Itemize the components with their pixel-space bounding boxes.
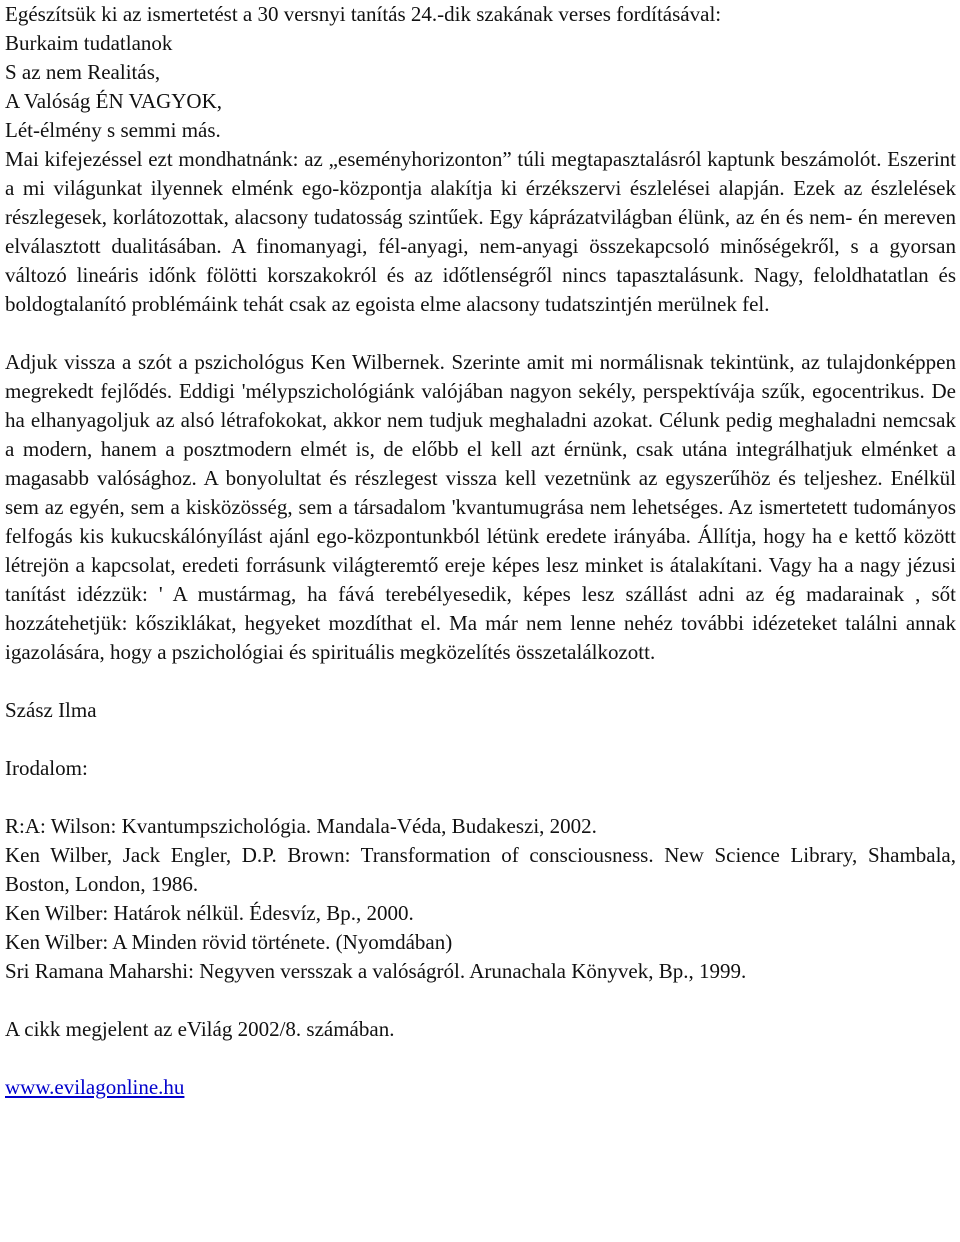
spacer (5, 986, 956, 1015)
spacer (5, 725, 956, 754)
reference-item: Ken Wilber, Jack Engler, D.P. Brown: Transformation of consciousness. New Science Library, Shambala, Boston, London, 1986. (5, 843, 956, 896)
spacer (5, 783, 956, 812)
spacer (5, 667, 956, 696)
poem (5, 29, 956, 145)
references-heading: Irodalom: (5, 756, 88, 780)
intro-line: Egészítsük ki az ismertetést a 30 versnyi tanítás 24.-dik szakának verses fordításával: (5, 2, 722, 26)
poem-line: S az nem Realitás, (5, 60, 161, 84)
paragraph-wilber: Adjuk vissza a szót a pszichológus Ken Wilbernek. Szerinte amit mi normálisnak tekintünk, az tulajdonképpen megrekedt fejlődés. Eddigi 'mélypszichológiánk valójában nagyon sekély, perspektívája szűk, egocentrikus. De ha elhanyagoljuk az alsó létrafokokat, akkor nem tudjuk meghaladni azokat. Célunk pedig meghaladni nemcsak a modern, hanem a posztmodern elmét is, de előbb el kell azt érnünk, csak utána integrálhatjuk elménket a magasabb valósághoz. A bonyolultat és részlegest vissza kell vezetnünk az egyszerűhöz és teljeshez. Enélkül sem az egyén, sem a kisközösség, sem a társadalom 'kvantumugrása nem lehetséges. Az ismertetett tudományos felfogás kis kukucskálónyílást ajánl ego-központunkból létünk eredete irányába. Állítja, hogy ha e kettő között létrejön a kapcsolat, eredeti forrásunk világteremtő ereje képes lesz minket is átalakítani. Vagy ha a nagy jézusi tanítást idézzük: ' A mustármag, ha fává terebélyesedik, képes lesz szállást adni az ég madarainak , sőt hozzátehetjük: kősziklákat, hegyeket mozdíthat el. Ma már nem lenne nehéz további idézeteket találni annak igazolására, hogy a pszichológiai és spirituális megközelítés összetalálkozott. (5, 350, 956, 664)
publication-note: A cikk megjelent az eVilág 2002/8. számában. (5, 1017, 395, 1041)
poem-line: A Valóság ÉN VAGYOK, (5, 89, 223, 113)
author-signature: Szász Ilma (5, 698, 97, 722)
spacer (5, 1044, 956, 1073)
references-list (5, 812, 956, 986)
spacer (5, 319, 956, 348)
reference-item: Ken Wilber: A Minden rövid története. (Nyomdában) (5, 930, 453, 954)
article-body (5, 0, 956, 1102)
reference-item: Ken Wilber: Határok nélkül. Édesvíz, Bp., 2000. (5, 901, 414, 925)
poem-line: Lét-élmény s semmi más. (5, 118, 221, 142)
reference-item: R:A: Wilson: Kvantumpszichológia. Mandala-Véda, Budakeszi, 2002. (5, 814, 597, 838)
reference-item: Sri Ramana Maharshi: Negyven versszak a valóságról. Arunachala Könyvek, Bp., 1999. (5, 959, 747, 983)
website-link[interactable]: www.evilagonline.hu (5, 1075, 185, 1099)
paragraph-event-horizon: Mai kifejezéssel ezt mondhatnánk: az „eseményhorizonton” túli megtapasztalásról kaptunk beszámolót. Eszerint a mi világunkat ilyennek elménk ego-központja alakítja ki érzékszervi észlelései alapján. Ezek az észlelések részlegesek, korlátozottak, alacsony tudatosság szintűek. Egy káprázatvilágban élünk, az én és nem- én mereven elválasztott dualitásában. A finomanyagi, fél-anyagi, nem-anyagi összekapcsoló minőségekről, s a gyorsan változó lineáris időnk fölötti korszakokról és az időtlenségről nincs tapasztalásunk. Nagy, feloldhatatlan és boldogtalanító problémáink tehát csak az egoista elme alacsony tudatszintjén merülnek fel. (5, 147, 956, 316)
poem-line: Burkaim tudatlanok (5, 31, 173, 55)
